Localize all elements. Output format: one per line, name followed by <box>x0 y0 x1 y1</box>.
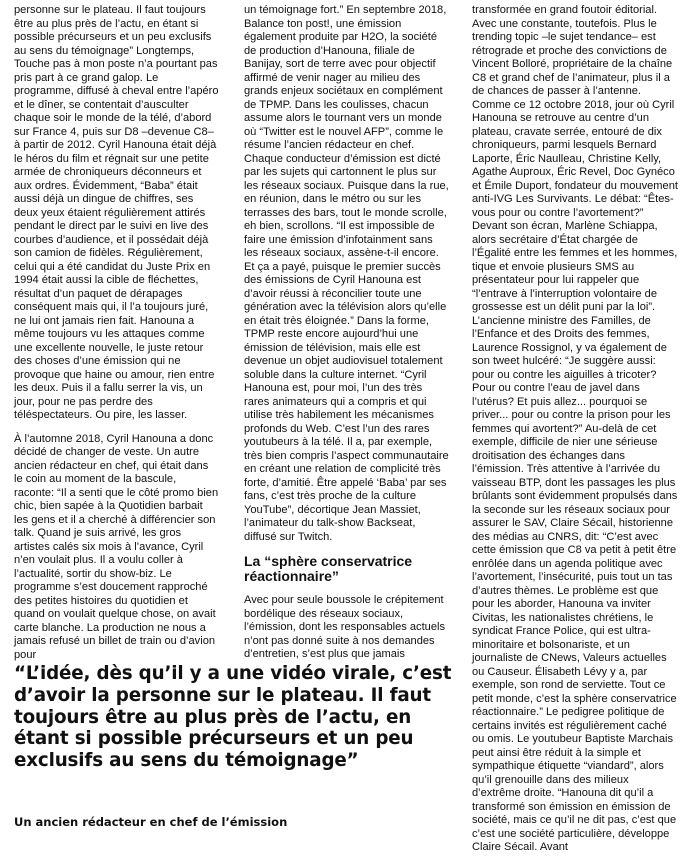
article-column-3 <box>472 4 678 865</box>
article-column-2 <box>244 4 449 672</box>
pull-quote-attribution: Un ancien rédacteur en chef de l’émission <box>14 815 288 829</box>
article-paragraph: un témoignage fort.” En septembre 2018, Balance ton post!, une émission également produite par H2O, la société de production d’Hanouna, filiale de Banijay, sort de terre avec pour objectif affirmé de venir nager au milieu des grands enjeux sociétaux en complément de TPMP. Dans les coulisses, chacun assume alors le tournant vers un monde où “Twitter est le nouvel AFP”, comme le résume l’ancien rédacteur en chef. Chaque conducteur d’émission est dicté par les sujets qui cartonnent le plus sur les réseaux sociaux. Puisque dans la rue, en réunion, dans le métro ou sur les terrasses des bars, tout le monde scrolle, eh bien, scrollons. “Il est impossible de faire une émission d’infotainment sans les réseaux sociaux, assène-t-il encore. Et ça a payé, puisque le premier succès des émissions de Cyril Hanouna est d’avoir réussi à réconcilier toute une génération avec la télévision alors qu’elle en était très éloignée.” Dans la forme, TPMP reste encore aujourd’hui une émission de télévision, mais elle est devenue un objet audiovisuel totalement soluble dans la culture internet. “Cyril Hanouna est, pour moi, l’un des très rares animateurs qui a compris et qui utilise très habilement les mécanismes profonds du Web. C’est l’un des rares youtubeurs à la télé. Il a, par exemple, très bien compris l’aspect communautaire en créant une relation de complicité très forte, d’amitié. Être appelé ‘Baba’ par ses fans, c’est très proche de la culture YouTube”, décortique Jean Massiet, l’animateur du talk-show Backseat, diffusé sur Twitch. <box>244 4 449 543</box>
pull-quote: “L’idée, dès qu’il y a une vidéo virale, c’est d’avoir la personne sur le plateau. Il faut toujours être au plus près de l’actu, en étant si possible précurseurs et un peu exclusifs au sens du témoignage” <box>14 663 452 772</box>
section-heading: La “sphère conservatrice réactionnaire” <box>244 553 413 584</box>
article-paragraph: personne sur le plateau. Il faut toujours être au plus près de l’actu, en étant si possible précurseurs et un peu exclusifs au sens du témoignage” Longtemps, Touche pas à mon poste n’a pourtant pas pris part à ce grand galop. Le programme, diffusé à cheval entre l’apéro et le dîner, se contentait d’ausculter chaque soir le monde de la télé, d’abord sur France 4, puis sur D8 –devenue C8– à partir de 2012. Cyril Hanouna était déjà le héros du film et régnait sur une petite armée de chroniqueurs déconneurs et aux ordres. Évidemment, “Baba” était aussi déjà un dingue de chiffres, ses deux yeux étaient régulièrement attirés pendant le direct par le suivi en live des courbes d’audience, et il possédait déjà son camion de fidèles. Régulièrement, celui qui a été candidat du Juste Prix en 1994 était aussi la cible de fléchettes, résultat d’un paquet de dérapages conséquent mais qui, il l’a toujours juré, ne lui ont jamais rien fait. Hanouna a même toujours vu les attaques comme une excellente nouvelle, le juste retour des choses d’une émission qui ne provoque que haine ou amour, rien entre les deux. Puis il a fallu serrer la vis, un jour, pour ne pas perdre des téléspectateurs. Ou pire, les lasser. <box>14 4 219 421</box>
article-paragraph: À l’automne 2018, Cyril Hanouna a donc décidé de changer de veste. Un autre ancien rédacteur en chef, qui était dans le coin au moment de la bascule, raconte: “Il a senti que le côté promo bien chic, bien sapée à la Quotidien barbait les gens et il a cherché à différencier son talk. Quand je suis arrivé, les gros artistes calés six mois à l’avance, Cyril n’en voulait plus. Il a voulu coller à l’actualité, sortir du show-biz. Le programme s’est doucement rapproché des petites histoires du quotidien et quand on voulait quelque chose, on avait carte blanche. La production ne nous a jamais refusé un billet de train ou d’avion pour <box>14 432 219 661</box>
article-paragraph: Avec pour seule boussole le crépitement bordélique des réseaux sociaux, l’émission, dont les responsables actuels n’ont pas donné suite à nos demandes d’entretien, s’est plus que jamais <box>244 594 446 660</box>
article-column-1 <box>14 4 219 672</box>
article-paragraph: transformée en grand foutoir éditorial. Avec une constante, toutefois. Plus le trending topic –le sujet tendance– est rétrograde et proche des convictions de Vincent Bolloré, propriétaire de la chaîne C8 et grand chef de l’animateur, plus il a de chances de passer à l’antenne. Comme ce 12 octobre 2018, jour où Cyril Hanouna se retrouve au centre d’un plateau, cravate serrée, entouré de dix chroniqueurs, parmi lesquels Bernard Laporte, Éric Naulleau, Christine Kelly, Agathe Auproux, Éric Revel, Doc Gynéco et Émile Duport, fondateur du mouvement anti-IVG Les Survivants. Le débat: “Êtes-vous pour ou contre l’avortement?” Devant son écran, Marlène Schiappa, alors secrétaire d’État chargée de l’Égalité entre les femmes et les hommes, tique et envoie plusieurs SMS au présentateur pour lui rappeler que “l’entrave à l’interruption volontaire de grossesse est un délit puni par la loi”. L’ancienne ministre des Familles, de l’Enfance et des Droits des femmes, Laurence Rossignol, y va également de son tweet hulcéré: “Je suggère aussi: pour ou contre les aiguilles à tricoter? Pour ou contre l’eau de javel dans l’utérus? Et puis allez... pourquoi se priver... pour ou contre la prison pour les femmes qui avortent?” Au-delà de cet exemple, difficile de nier une sérieuse droitisation des échanges dans l’émission. Très attentive à l’arrivée du vaisseau BTP, dont les passages les plus brûlants sont évidemment propulsés dans la seconde sur les réseaux sociaux pour assurer le SAV, Claire Sécail, historienne des médias au CNRS, dit: “C’est avec cette émission que C8 va petit à petit être enrôlée dans un agenda politique avec l’avortement, l’insécurité, puis tout un tas d’autres thèmes. Le problème est que pour les aborder, Hanouna va inviter Civitas, les nationalistes chrétiens, le syndicat France Police, qui est ultra-minoritaire et bolsonariste, et un journaliste de CNews, Valeurs actuelles ou Causeur. Élisabeth Lévy y a, par exemple, son rond de serviette. Tout ce petit monde, c’est la sphère conservatrice réactionnaire.” Le pedigree politique de certains invités est régulièrement caché ou omis. Le youtubeur Baptiste Marchais peut ainsi être réduit à la simple et sympathique étiquette “viandard”, alors qu’il grenouille dans des milieux d’extrême droite. “Hanouna dit qu’il a transformé son émission en émission de société, mais ce qu’il ne dit pas, c’est que c’est une société particulière, développe Claire Sécail. Avant <box>472 4 678 853</box>
